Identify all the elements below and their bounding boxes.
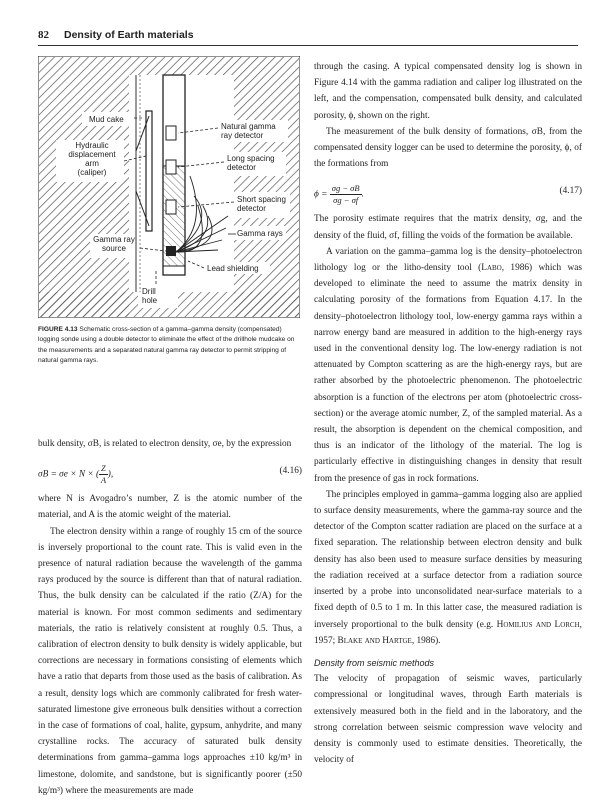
label-ray-detector: ray detector (221, 131, 264, 140)
label-mud-cake: Mud cake (89, 115, 124, 124)
label-hydraulic: Hydraulic (75, 141, 109, 150)
citation-blake-hartge: Blake and Hartge (337, 635, 412, 646)
label-source: source (101, 244, 127, 253)
label-detector-long: detector (227, 163, 256, 172)
natural-gamma-detector (166, 126, 176, 140)
long-spacing-detector (166, 160, 176, 174)
label-long-spacing: Long spacing (227, 154, 275, 163)
figure-4-13 (38, 56, 300, 318)
header-rule (38, 45, 578, 46)
left-paragraph-1: bulk density, σB, is related to electron density, σe, by the expression (38, 439, 292, 449)
label-hole: hole (142, 296, 158, 305)
label-gamma-ray: Gamma ray (93, 235, 135, 244)
right-paragraph-6: The velocity of propagation of seismic waves, particularly compressional or longitudinal waves, through Earth materials is extensively measured both in the field and in the laboratory, and the strong correlation between seismic compression wave velocity and density is commonly used to estimate densities. Theoretically, the velocity of (314, 674, 582, 766)
right-paragraph-5: The principles employed in gamma–gamma logging also are applied to surface density measurements, where the gamma-ray source and the detector of the Compton scatter radiation are placed on the surface at a fixed separation. The relationship between electron density and bulk density has also been used to measure surface densities by measuring the radiation received at a surface detector from a radiation source inserted by a probe into unconsolidated near-surface materials to a fixed depth of 0.5 to 1 m. In this latter case, the measured radiation is inversely proportional to the bulk density (e.g. Homilius and Lorch, 1957; Blake and Hartge, 1986). (314, 489, 582, 646)
label-lead-shielding: Lead shielding (207, 264, 259, 273)
page-header (38, 29, 582, 43)
label-caliper: (caliper) (77, 168, 107, 177)
equation-4-16: σB = σe × N × ( $\frac{Z}{A}$ ), (4.16) (38, 463, 302, 486)
right-paragraph-1: through the casing. A typical compensated density log is shown in Figure 4.14 with the gamma radiation and caliper log illustrated on the left, and the compensation, compensated bulk density, and calculated porosity, ϕ, shown on the right. (314, 62, 582, 121)
right-paragraph-2: The measurement of the bulk density of formations, σB, from the compensated density logger can be used to determine the porosity, ϕ, of the formations from (314, 126, 582, 170)
left-paragraph-2: where N is Avogadro’s number, Z is the atomic number of the material, and A is the atomic weight of the material. (38, 494, 302, 521)
formation-left (39, 75, 129, 317)
sonde-diagram (38, 56, 300, 318)
caliper-arm (146, 111, 152, 231)
label-gamma-rays: Gamma rays (237, 229, 283, 238)
label-displacement: displacement (68, 150, 116, 159)
figure-caption (38, 325, 302, 367)
formation-top (39, 57, 299, 75)
left-column (38, 436, 302, 799)
equation-number-4-16: (4.16) (279, 466, 302, 477)
citation-labo: Labo (481, 263, 502, 274)
label-short-spacing: Short spacing (237, 195, 286, 204)
right-paragraph-3: The porosity estimate requires that the matrix density, σg, and the density of the fluid, σf, filling the voids of the formation be available. (314, 214, 582, 241)
label-arm: arm (85, 159, 99, 168)
left-paragraph-3: The electron density within a range of roughly 15 cm of the source is inversely proportional to the count rate. This is valid even in the presence of natural radiation because the wavelength of the gamma rays produced by the source is different than that of natural radiation. Thus, the bulk density can be calculated if the ratio (Z/A) for the material is known. For most common sediments and sedimentary materials, the ratio is relatively consistent at roughly 0.5. Thus, a calibration of electron density to bulk density is widely applicable, but corrections are necessary in formations consisting of elements which have a ratio that departs from those used as the basis of calibration. As a result, density logs which are commonly calibrated for fresh water-saturated limestone give erroneous bulk densities without a correction in the case of formations of coal, halite, gypsum, anhydrite, and many crystalline rocks. The accuracy of saturated bulk density determinations from gamma–gamma logs approaches ±10 kg/m³ in limestone, dolomite, and sandstone, but is significantly poorer (±50 kg/m³) where the measurements are made (38, 526, 302, 796)
caption-label: FIGURE 4.13 (38, 326, 78, 333)
caption-text: Schematic cross-section of a gamma–gamma density (compensated) logging sonde using a double detector to eliminate the effect of the drillhole mudcake on the measurements and a separated natural gamma ray detector to permit stripping of natural gamma rays. (38, 326, 295, 365)
right-paragraph-4: A variation on the gamma–gamma log is the density–photoelectron lithology log or the litho-density tool (Labo, 1986) which was developed to eliminate the need to assume the matrix density in calculating porosity of the formations from Equation 4.17. In the density–photoelectron lithology tool, low-energy gamma rays within a narrow energy band are measured in addition to the high-energy rays used in the conventional density log. The low-energy radiation is not attenuated by Compton scattering as are the high-energy rays, but are rather absorbed by the photoelectric phenomenon. The photoelectric absorption is a function of the electrons per atom (photoelectric cross-section) or the average atomic number, Z, of the sampled material. As a result, the absorption is dependent on the chemical composition, and thus is an indicator of the lithology of the material. The log is particularly effective in distinguishing changes in density that result from the presence of gas in rock formations. (314, 246, 582, 484)
running-head: Density of Earth materials (64, 29, 194, 41)
label-natural-gamma: Natural gamma (221, 122, 276, 131)
label-detector-short: detector (237, 204, 266, 213)
citation-homilius-lorch: Homilius and Lorch (496, 619, 580, 630)
short-spacing-detector (166, 200, 176, 214)
equation-4-17: ϕ = $\frac{\sigma g - \sigma B}{\sigma g - \sigma f}$ . (4.17) (314, 183, 582, 206)
right-column (314, 59, 582, 768)
label-drill: Drill (142, 287, 156, 296)
section-subheading: Density from seismic methods (314, 657, 435, 668)
gamma-source (166, 246, 176, 256)
page-number: 82 (38, 29, 49, 41)
equation-number-4-17: (4.17) (559, 186, 582, 197)
